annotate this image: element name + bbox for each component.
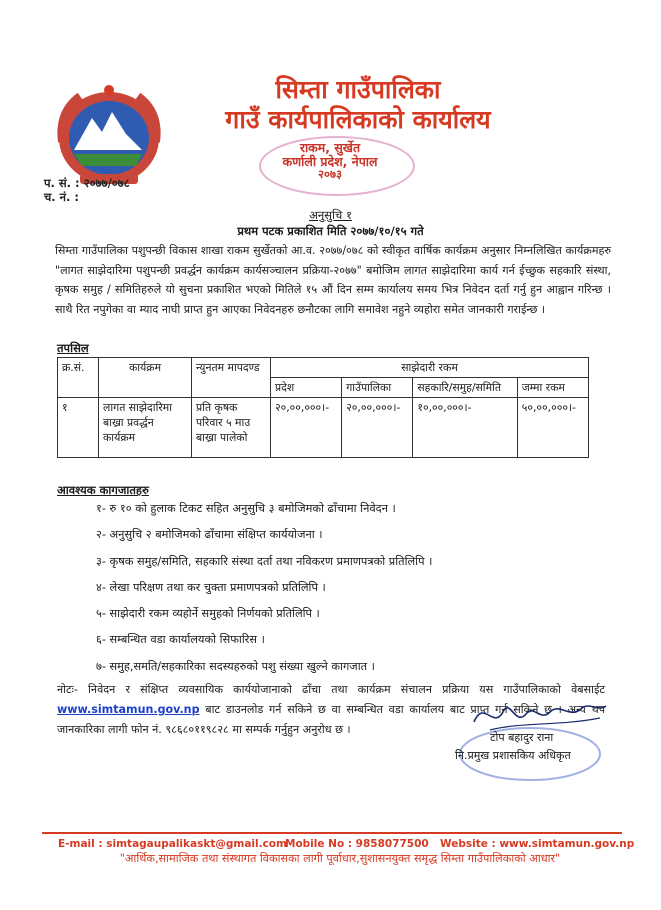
footer-website[interactable]: Website : www.simtamun.gov.np (440, 838, 635, 850)
col-total: जम्मा रकम (517, 378, 588, 398)
footer-mobile: Mobile No : 9858077500 (285, 838, 429, 850)
list-item: ३- कृषक समुह/समिति, सहकारि संस्था दर्ता तथा नविकरण प्रमाणपत्रको प्रतिलिपि । (96, 554, 433, 568)
signatory-designation: नि.प्रमुख प्रशासकिय अधिकृत (455, 749, 571, 762)
partnership-table (57, 357, 589, 458)
list-item: १- रु १० को हुलाक टिकट सहित अनुसुचि ३ बमोजिमको ढाँचामा निवेदन । (96, 502, 396, 515)
reference-number: प. सं. : २०७७/०७८ (44, 176, 130, 190)
col-partnership: साझेदारी रकम (271, 358, 589, 378)
address-line1: राकम, सुर्खेत (299, 140, 361, 155)
note-text-before: नोटः- निवेदन र संक्षिप्त व्यवसायिक कार्ययोजानाको ढाँचा तथा कार्यक्रम संचालन प्रक्रिया यस गाउँपालिकाको वेबसाईट (57, 683, 605, 696)
documents-list (96, 500, 616, 684)
list-item: ५- साझेदारी रकम व्यहोर्ने समुहको निर्णयको प्रतिलिपि । (96, 607, 320, 621)
address-line3: २०७३ (318, 167, 342, 181)
list-item: ४- लेखा परिक्षण तथा कर चुक्ता प्रमाणपत्रको प्रतिलिपि । (96, 580, 326, 594)
col-cooperative: सहकारि/समुह/समिति (413, 378, 517, 398)
dispatch-number: च. नं. : (44, 190, 80, 204)
list-item: २- अनुसुचि २ बमोजिमको ढाँचामा संक्षिप्त कार्ययोजना । (96, 528, 323, 542)
website-link[interactable]: www.simtamun.gov.np (57, 703, 200, 716)
cell-province: २०,००,०००।- (271, 398, 342, 458)
cell-sn: १ (58, 398, 99, 458)
col-criteria: न्युनतम मापदण्ड (192, 358, 271, 398)
table-caption: तपसिल (57, 341, 89, 355)
cell-program: लागत साझेदारिमा बाख्रा प्रवर्द्धन कार्यक्रम (99, 398, 192, 458)
footer-motto: "आर्थिक,सामाजिक तथा संस्थागत विकासका लागी पूर्वाधार,सुशासनयुक्त समृद्ध सिम्ता गाउँपालिकाको आधार" (119, 852, 561, 865)
col-municipality: गाउँपालिका (342, 378, 413, 398)
footer-divider (42, 832, 622, 834)
nepal-emblem-logo (50, 82, 168, 190)
cell-cooperative: १०,००,०००।- (413, 398, 517, 458)
address-line2: कर्णाली प्रदेश, नेपाल (282, 154, 378, 169)
table-row (58, 398, 589, 458)
cell-total: ५०,००,०००।- (517, 398, 588, 458)
list-item: ७- समुह,समति/सहकारिका सदस्यहरुको पशु संख्या खुल्ने कागजात । (96, 659, 375, 673)
col-province: प्रदेश (271, 378, 342, 398)
col-program: कार्यक्रम (99, 358, 192, 398)
publish-date: प्रथम पटक प्रकाशित मिति २०७७/१०/१५ गते (237, 224, 424, 238)
note-text-after: बाट डाउनलोड गर्न सकिने छ वा सम्बन्धित वडा कार्यालय बाट प्राप्त गर्न सकिने छ । अन्य थप जानकारिका लागी फोन नं. ९८६८०११९८२८ मा सम्पर्क गर्नुहुन अनुरोध छ । (57, 703, 605, 736)
table-header-row (58, 358, 589, 378)
signatory-name: टोप बहादुर राना (490, 731, 554, 744)
annex-heading: अनुसुचि १ (309, 208, 352, 222)
office-title-line1: सिम्ता गाउँपालिका (275, 75, 441, 104)
list-item: ६- सम्बन्धित वडा कार्यालयको सिफारिस । (96, 633, 265, 647)
cell-municipality: २०,००,०००।- (342, 398, 413, 458)
footer-email[interactable]: E-mail : simtagaupalikaskt@gmail.com (58, 838, 287, 850)
cell-criteria: प्रति कृषक परिवार ५ माउ बाख्रा पालेको (192, 398, 271, 458)
documents-heading: आवश्यक कागजातहरु (57, 483, 149, 497)
col-sn: क्र.सं. (58, 358, 99, 398)
office-title-line2: गाउँ कार्यपालिकाको कार्यालय (225, 105, 491, 134)
notice-paragraph: सिम्ता गाउँपालिका पशुपन्छी विकास शाखा राकम सुर्खेतको आ.व. २०७७/०७८ को स्वीकृत वार्षिक कार्यक्रम अनुसार निम्नलिखित कार्यक्रमहरु "लागत साझेदारिमा पशुपन्छी प्रवर्द्धन कार्यक्रम कार्यसञ्चालन प्रक्रिया-२०७७" बमोजिम लागत साझेदारिमा कार्य गर्न ईच्छुक सहकारि संस्था, कृषक समुह / समितिहरुले यो सुचना प्रकाशित भएको मितिले १५ औं दिन सम्म कार्यालय समय भित्र निवेदन दर्ता गर्नु हुन आह्वान गरिन्छ । साथै रित नपुगेका वा म्याद नाघी प्राप्त हुन आएका निवेदनहरु छनौटका लागि समावेश नहुने व्यहोरा समेत जानकारी गराईन्छ । (55, 244, 611, 317)
